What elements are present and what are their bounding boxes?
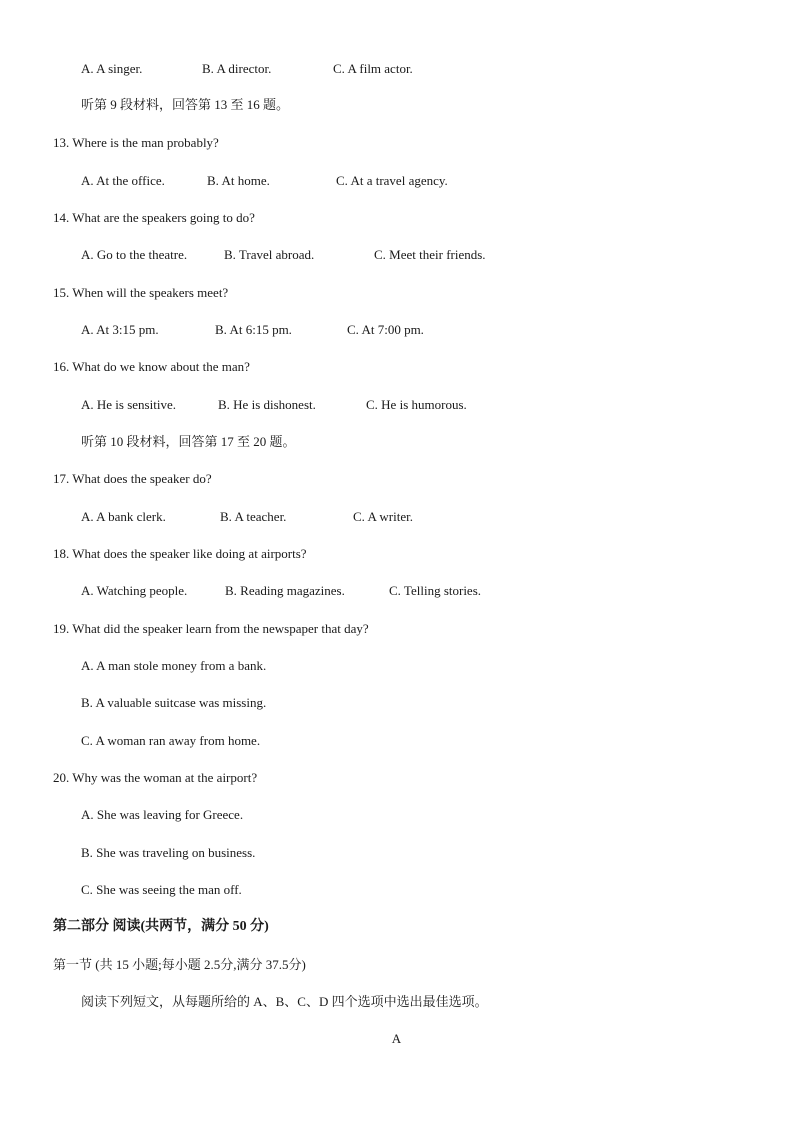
question-17: 17. What does the speaker do? [53, 471, 212, 486]
option-a: A. A singer. [81, 61, 143, 76]
q19-option-a: A. A man stole money from a bank. [81, 658, 267, 673]
option-a: A. He is sensitive. [81, 397, 176, 412]
q20-option-c: C. She was seeing the man off. [81, 882, 242, 897]
section-9-instruction: 听第 9 段材料，回答第 13 至 16 题。 [81, 97, 290, 112]
option-b: B. A director. [202, 61, 272, 76]
question-15: 15. When will the speakers meet? [53, 285, 229, 300]
q19-option-c: C. A woman ran away from home. [81, 733, 261, 748]
q16-options [81, 397, 467, 413]
option-a: A. A bank clerk. [81, 509, 166, 524]
q18-options [81, 583, 481, 599]
question-14: 14. What are the speakers going to do? [53, 210, 255, 225]
option-b: B. He is dishonest. [218, 397, 316, 412]
q13-options [81, 173, 448, 189]
q17-options [81, 509, 413, 525]
option-c: C. Meet their friends. [374, 247, 486, 262]
question-16: 16. What do we know about the man? [53, 359, 250, 374]
question-18: 18. What does the speaker like doing at airports? [53, 546, 307, 561]
question-19: 19. What did the speaker learn from the newspaper that day? [53, 621, 369, 636]
option-b: B. At 6:15 pm. [215, 322, 292, 337]
option-b: B. A teacher. [220, 509, 287, 524]
option-c: C. A film actor. [333, 61, 413, 76]
passage-label: A [391, 1031, 402, 1046]
option-c: C. A writer. [353, 509, 413, 524]
option-c: C. At a travel agency. [336, 173, 448, 188]
option-b: B. Travel abroad. [224, 247, 315, 262]
section-1-title: 第一节 (共 15 小题;每小题 2.5分,满分 37.5分) [53, 957, 306, 972]
q20-option-b: B. She was traveling on business. [81, 845, 256, 860]
question-20: 20. Why was the woman at the airport? [53, 770, 258, 785]
section-10-instruction: 听第 10 段材料，回答第 17 至 20 题。 [81, 434, 296, 449]
option-c: C. At 7:00 pm. [347, 322, 424, 337]
option-a: A. At the office. [81, 173, 165, 188]
option-c: C. Telling stories. [389, 583, 482, 598]
q19-option-b: B. A valuable suitcase was missing. [81, 695, 267, 710]
option-c: C. He is humorous. [366, 397, 467, 412]
q12-options [81, 61, 413, 77]
option-a: A. Watching people. [81, 583, 188, 598]
reading-instruction: 阅读下列短文，从每题所给的 A、B、C、D 四个选项中选出最佳选项。 [81, 994, 488, 1009]
option-b: B. At home. [207, 173, 270, 188]
q14-options [81, 247, 486, 263]
option-a: A. Go to the theatre. [81, 247, 188, 262]
part-2-title: 第二部分 阅读(共两节，满分 50 分) [53, 919, 269, 934]
q15-options [81, 322, 424, 338]
option-b: B. Reading magazines. [225, 583, 345, 598]
option-a: A. At 3:15 pm. [81, 322, 159, 337]
q20-option-a: A. She was leaving for Greece. [81, 807, 244, 822]
question-13: 13. Where is the man probably? [53, 135, 219, 150]
